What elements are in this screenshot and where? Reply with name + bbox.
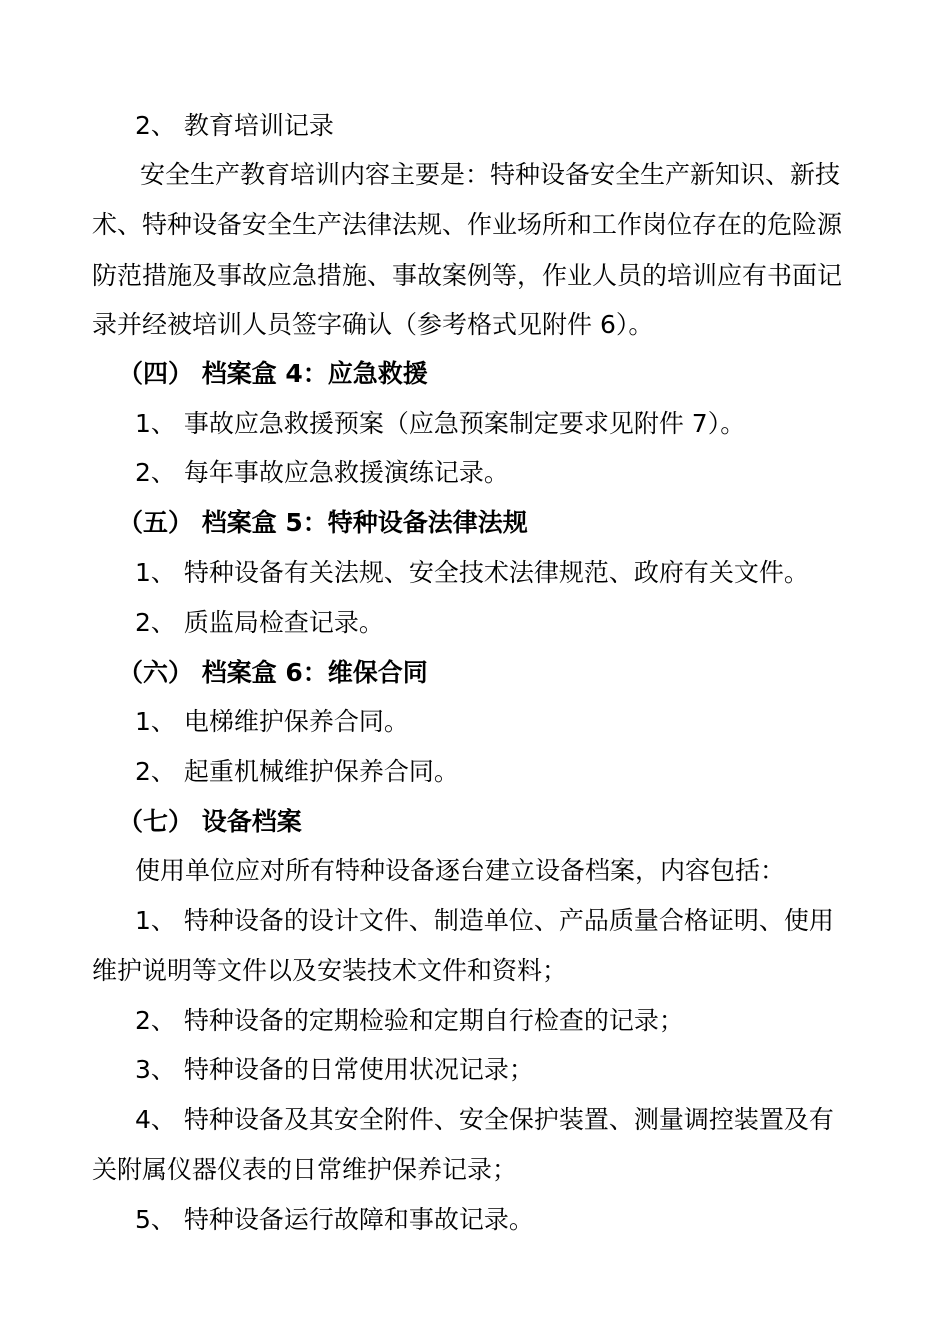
list-item: 2、 质监局检查记录。 — [135, 608, 384, 637]
list-item: 5、 特种设备运行故障和事故记录。 — [135, 1205, 534, 1234]
list-item: 3、 特种设备的日常使用状况记录； — [135, 1055, 534, 1084]
list-item: 1、 电梯维护保养合同。 — [135, 707, 409, 736]
paragraph-line: 防范措施及事故应急措施、事故案例等，作业人员的培训应有书面记 — [92, 261, 843, 290]
list-item-continuation: 维护说明等文件以及安装技术文件和资料； — [92, 956, 568, 985]
list-item: 2、 特种设备的定期检验和定期自行检查的记录； — [135, 1006, 684, 1035]
item-training-records-heading: 2、 教育培训记录 — [135, 111, 334, 140]
paragraph-line: 使用单位应对所有特种设备逐台建立设备档案，内容包括： — [135, 856, 786, 885]
paragraph-line: 术、特种设备安全生产法律法规、作业场所和工作岗位存在的危险源 — [92, 210, 843, 239]
paragraph-line: 录并经被培训人员签字确认（参考格式见附件 6）。 — [92, 310, 654, 339]
list-item: 4、 特种设备及其安全附件、安全保护装置、测量调控装置及有 — [135, 1105, 834, 1134]
list-item: 1、 事故应急救援预案（应急预案制定要求见附件 7）。 — [135, 409, 746, 438]
section-heading: （五） 档案盒 5：特种设备法律法规 — [118, 508, 528, 537]
list-item: 2、 起重机械维护保养合同。 — [135, 757, 459, 786]
list-item: 1、 特种设备有关法规、安全技术法律规范、政府有关文件。 — [135, 558, 809, 587]
section-heading: （四） 档案盒 4：应急救援 — [118, 359, 428, 388]
section-heading: （七） 设备档案 — [118, 807, 302, 836]
list-item: 1、 特种设备的设计文件、制造单位、产品质量合格证明、使用 — [135, 906, 834, 935]
list-item: 2、 每年事故应急救援演练记录。 — [135, 458, 509, 487]
paragraph-line: 安全生产教育培训内容主要是：特种设备安全生产新知识、新技 — [140, 160, 841, 189]
section-heading: （六） 档案盒 6：维保合同 — [118, 658, 428, 687]
list-item-continuation: 关附属仪器仪表的日常维护保养记录； — [92, 1155, 518, 1184]
